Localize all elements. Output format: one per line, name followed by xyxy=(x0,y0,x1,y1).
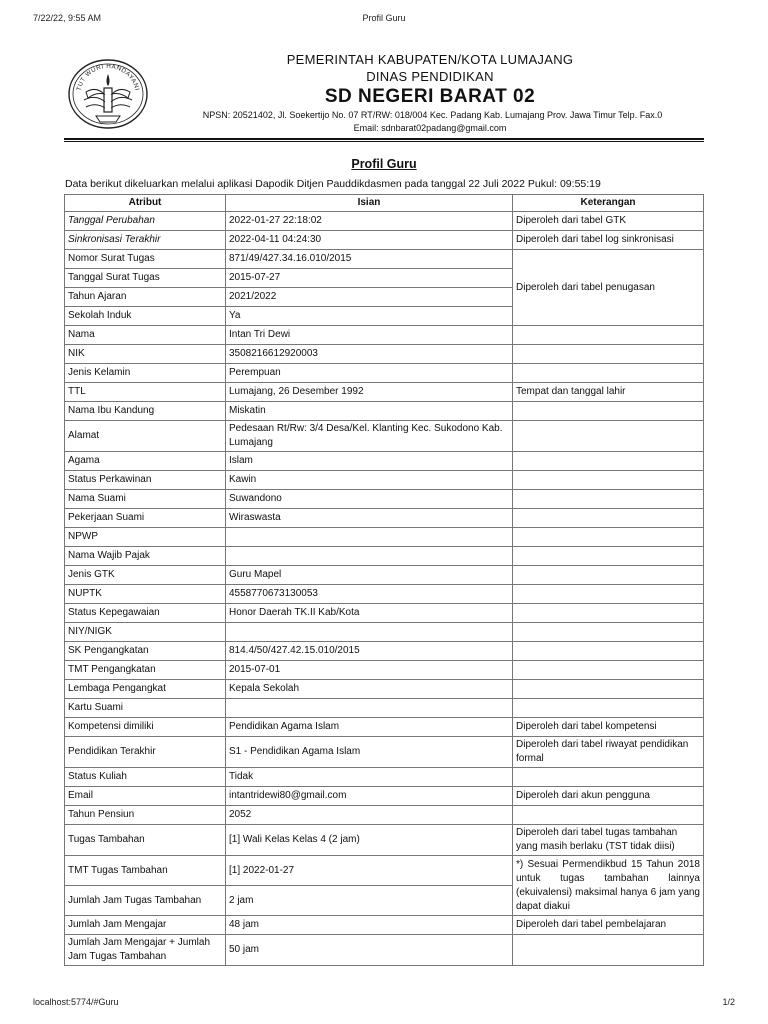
row-isian: Pendidikan Agama Islam xyxy=(226,718,513,737)
table-row xyxy=(65,326,704,345)
table-row xyxy=(65,642,704,661)
row-isian: Lumajang, 26 Desember 1992 xyxy=(226,383,513,402)
row-keterangan: Diperoleh dari tabel penugasan xyxy=(513,250,704,326)
table-row xyxy=(65,383,704,402)
row-atribut: Nama Ibu Kandung xyxy=(65,402,226,421)
col-header-atribut: Atribut xyxy=(65,195,226,212)
table-row xyxy=(65,680,704,699)
row-atribut: TMT Tugas Tambahan xyxy=(65,856,226,886)
row-isian: [1] Wali Kelas Kelas 4 (2 jam) xyxy=(226,825,513,856)
row-atribut: Sekolah Induk xyxy=(65,307,226,326)
table-row xyxy=(65,737,704,768)
row-isian: Kepala Sekolah xyxy=(226,680,513,699)
row-atribut: Nama Wajib Pajak xyxy=(65,547,226,566)
table-row xyxy=(65,345,704,364)
school-email: Email: sdnbarat02padang@gmail.com xyxy=(353,123,507,133)
table-row xyxy=(65,935,704,966)
table-row xyxy=(65,623,704,642)
row-atribut: Tahun Pensiun xyxy=(65,806,226,825)
row-isian: 814.4/50/427.42.15.010/2015 xyxy=(226,642,513,661)
row-isian: 48 jam xyxy=(226,916,513,935)
row-isian: Guru Mapel xyxy=(226,566,513,585)
row-keterangan xyxy=(513,604,704,623)
row-atribut: Pekerjaan Suami xyxy=(65,509,226,528)
row-keterangan xyxy=(513,623,704,642)
row-atribut: Email xyxy=(65,787,226,806)
row-atribut: Pendidikan Terakhir xyxy=(65,737,226,768)
row-atribut: NIK xyxy=(65,345,226,364)
row-keterangan xyxy=(513,585,704,604)
row-keterangan xyxy=(513,490,704,509)
row-atribut: Nama xyxy=(65,326,226,345)
row-isian: 50 jam xyxy=(226,935,513,966)
row-keterangan: Diperoleh dari tabel GTK xyxy=(513,212,704,231)
row-atribut: Nomor Surat Tugas xyxy=(65,250,226,269)
row-atribut: Nama Suami xyxy=(65,490,226,509)
table-row xyxy=(65,787,704,806)
intro-text: Data berikut dikeluarkan melalui aplikasi Dapodik Ditjen Pauddikdasmen pada tanggal 22 Juli 2022 Pukul: 09:55:19 xyxy=(65,178,601,190)
row-keterangan xyxy=(513,661,704,680)
row-isian: 2 jam xyxy=(226,886,513,916)
row-atribut: Jumlah Jam Mengajar xyxy=(65,916,226,935)
row-isian xyxy=(226,528,513,547)
row-atribut: Jumlah Jam Mengajar + Jumlah Jam Tugas Tambahan xyxy=(65,935,226,966)
row-atribut: NUPTK xyxy=(65,585,226,604)
table-row xyxy=(65,528,704,547)
row-isian: Wiraswasta xyxy=(226,509,513,528)
col-header-isian: Isian xyxy=(226,195,513,212)
row-keterangan: Tempat dan tanggal lahir xyxy=(513,383,704,402)
row-keterangan: Diperoleh dari tabel pembelajaran xyxy=(513,916,704,935)
table-row xyxy=(65,250,704,269)
row-isian: 2052 xyxy=(226,806,513,825)
profile-table xyxy=(64,194,704,966)
row-atribut: Jenis Kelamin xyxy=(65,364,226,383)
row-keterangan xyxy=(513,364,704,383)
kop-dinas: DINAS PENDIDIKAN xyxy=(366,69,494,84)
row-keterangan xyxy=(513,547,704,566)
table-row xyxy=(65,212,704,231)
table-row xyxy=(65,718,704,737)
table-row xyxy=(65,585,704,604)
row-isian: Intan Tri Dewi xyxy=(226,326,513,345)
row-isian xyxy=(226,623,513,642)
row-isian: Suwandono xyxy=(226,490,513,509)
row-keterangan xyxy=(513,699,704,718)
table-row xyxy=(65,490,704,509)
row-keterangan: Diperoleh dari akun pengguna xyxy=(513,787,704,806)
print-page-title: Profil Guru xyxy=(362,13,406,23)
table-row xyxy=(65,604,704,623)
row-atribut: Kartu Suami xyxy=(65,699,226,718)
row-keterangan xyxy=(513,452,704,471)
row-keterangan: *) Sesuai Permendikbud 15 Tahun 2018 untuk tugas tambahan lainnya (ekuivalensi) maksimal hanya 6 jam yang dapat diakui xyxy=(513,856,704,916)
col-header-keterangan: Keterangan xyxy=(513,195,704,212)
row-atribut: TTL xyxy=(65,383,226,402)
table-row xyxy=(65,231,704,250)
row-atribut: Status Kepegawaian xyxy=(65,604,226,623)
row-isian: Perempuan xyxy=(226,364,513,383)
row-isian: Ya xyxy=(226,307,513,326)
row-atribut: Kompetensi dimiliki xyxy=(65,718,226,737)
table-row xyxy=(65,856,704,886)
table-row xyxy=(65,402,704,421)
row-isian: 2022-01-27 22:18:02 xyxy=(226,212,513,231)
school-name: SD NEGERI BARAT 02 xyxy=(324,86,536,107)
table-row xyxy=(65,364,704,383)
row-atribut: Tanggal Surat Tugas xyxy=(65,269,226,288)
row-atribut: Agama xyxy=(65,452,226,471)
row-atribut: Sinkronisasi Terakhir xyxy=(65,231,226,250)
row-atribut: Lembaga Pengangkat xyxy=(65,680,226,699)
table-header-row xyxy=(65,195,704,212)
row-isian: 871/49/427.34.16.010/2015 xyxy=(226,250,513,269)
table-row xyxy=(65,661,704,680)
row-atribut: NIY/NIGK xyxy=(65,623,226,642)
row-isian: 2022-04-11 04:24:30 xyxy=(226,231,513,250)
row-atribut: Tanggal Perubahan xyxy=(65,212,226,231)
row-atribut: Alamat xyxy=(65,421,226,452)
row-isian xyxy=(226,547,513,566)
print-datetime: 7/22/22, 9:55 AM xyxy=(33,13,102,23)
school-address: NPSN: 20521402, Jl. Soekertijo No. 07 RT/RW: 018/004 Kec. Padang Kab. Lumajang Prov. Jawa Timur Telp. Fax.0 xyxy=(202,110,663,120)
row-keterangan xyxy=(513,528,704,547)
row-isian xyxy=(226,699,513,718)
row-keterangan xyxy=(513,326,704,345)
print-page-number: 1/2 xyxy=(722,997,735,1007)
table-row xyxy=(65,471,704,490)
row-keterangan xyxy=(513,509,704,528)
row-keterangan xyxy=(513,345,704,364)
row-atribut: Jumlah Jam Tugas Tambahan xyxy=(65,886,226,916)
row-keterangan: Diperoleh dari tabel tugas tambahan yang masih berlaku (TST tidak diisi) xyxy=(513,825,704,856)
row-isian: 4558770673130053 xyxy=(226,585,513,604)
row-isian: [1] 2022-01-27 xyxy=(226,856,513,886)
row-keterangan xyxy=(513,768,704,787)
row-isian: Tidak xyxy=(226,768,513,787)
row-isian: 2015-07-27 xyxy=(226,269,513,288)
row-atribut: Tugas Tambahan xyxy=(65,825,226,856)
row-keterangan xyxy=(513,680,704,699)
row-isian: Pedesaan Rt/Rw: 3/4 Desa/Kel. Klanting Kec. Sukodono Kab. Lumajang xyxy=(226,421,513,452)
table-row xyxy=(65,509,704,528)
row-keterangan xyxy=(513,421,704,452)
row-keterangan xyxy=(513,642,704,661)
row-isian: 3508216612920003 xyxy=(226,345,513,364)
row-keterangan xyxy=(513,935,704,966)
row-atribut: TMT Pengangkatan xyxy=(65,661,226,680)
row-keterangan: Diperoleh dari tabel log sinkronisasi xyxy=(513,231,704,250)
row-keterangan: Diperoleh dari tabel kompetensi xyxy=(513,718,704,737)
table-row xyxy=(65,768,704,787)
row-atribut: Jenis GTK xyxy=(65,566,226,585)
table-row xyxy=(65,699,704,718)
row-isian: Honor Daerah TK.II Kab/Kota xyxy=(226,604,513,623)
row-atribut: Tahun Ajaran xyxy=(65,288,226,307)
row-keterangan: Diperoleh dari tabel riwayat pendidikan formal xyxy=(513,737,704,768)
row-keterangan xyxy=(513,566,704,585)
print-url: localhost:5774/#Guru xyxy=(33,997,119,1007)
row-isian: 2021/2022 xyxy=(226,288,513,307)
row-isian: 2015-07-01 xyxy=(226,661,513,680)
kop-divider-thin xyxy=(64,141,704,142)
table-row xyxy=(65,916,704,935)
kop-divider-thick xyxy=(64,138,704,140)
row-isian: S1 - Pendidikan Agama Islam xyxy=(226,737,513,768)
row-isian: Miskatin xyxy=(226,402,513,421)
row-isian: Kawin xyxy=(226,471,513,490)
row-keterangan xyxy=(513,471,704,490)
row-isian: intantridewi80@gmail.com xyxy=(226,787,513,806)
table-row xyxy=(65,547,704,566)
table-row xyxy=(65,825,704,856)
row-keterangan xyxy=(513,806,704,825)
table-row xyxy=(65,806,704,825)
table-row xyxy=(65,452,704,471)
kop-pemerintah: PEMERINTAH KABUPATEN/KOTA LUMAJANG xyxy=(286,52,574,67)
row-atribut: Status Perkawinan xyxy=(65,471,226,490)
row-keterangan xyxy=(513,402,704,421)
svg-text:TUT WURI HANDAYANI: TUT WURI HANDAYANI xyxy=(75,62,141,92)
row-isian: Islam xyxy=(226,452,513,471)
table-row xyxy=(65,421,704,452)
row-atribut: NPWP xyxy=(65,528,226,547)
document-title: Profil Guru xyxy=(351,157,417,171)
row-atribut: SK Pengangkatan xyxy=(65,642,226,661)
row-atribut: Status Kuliah xyxy=(65,768,226,787)
table-row xyxy=(65,566,704,585)
